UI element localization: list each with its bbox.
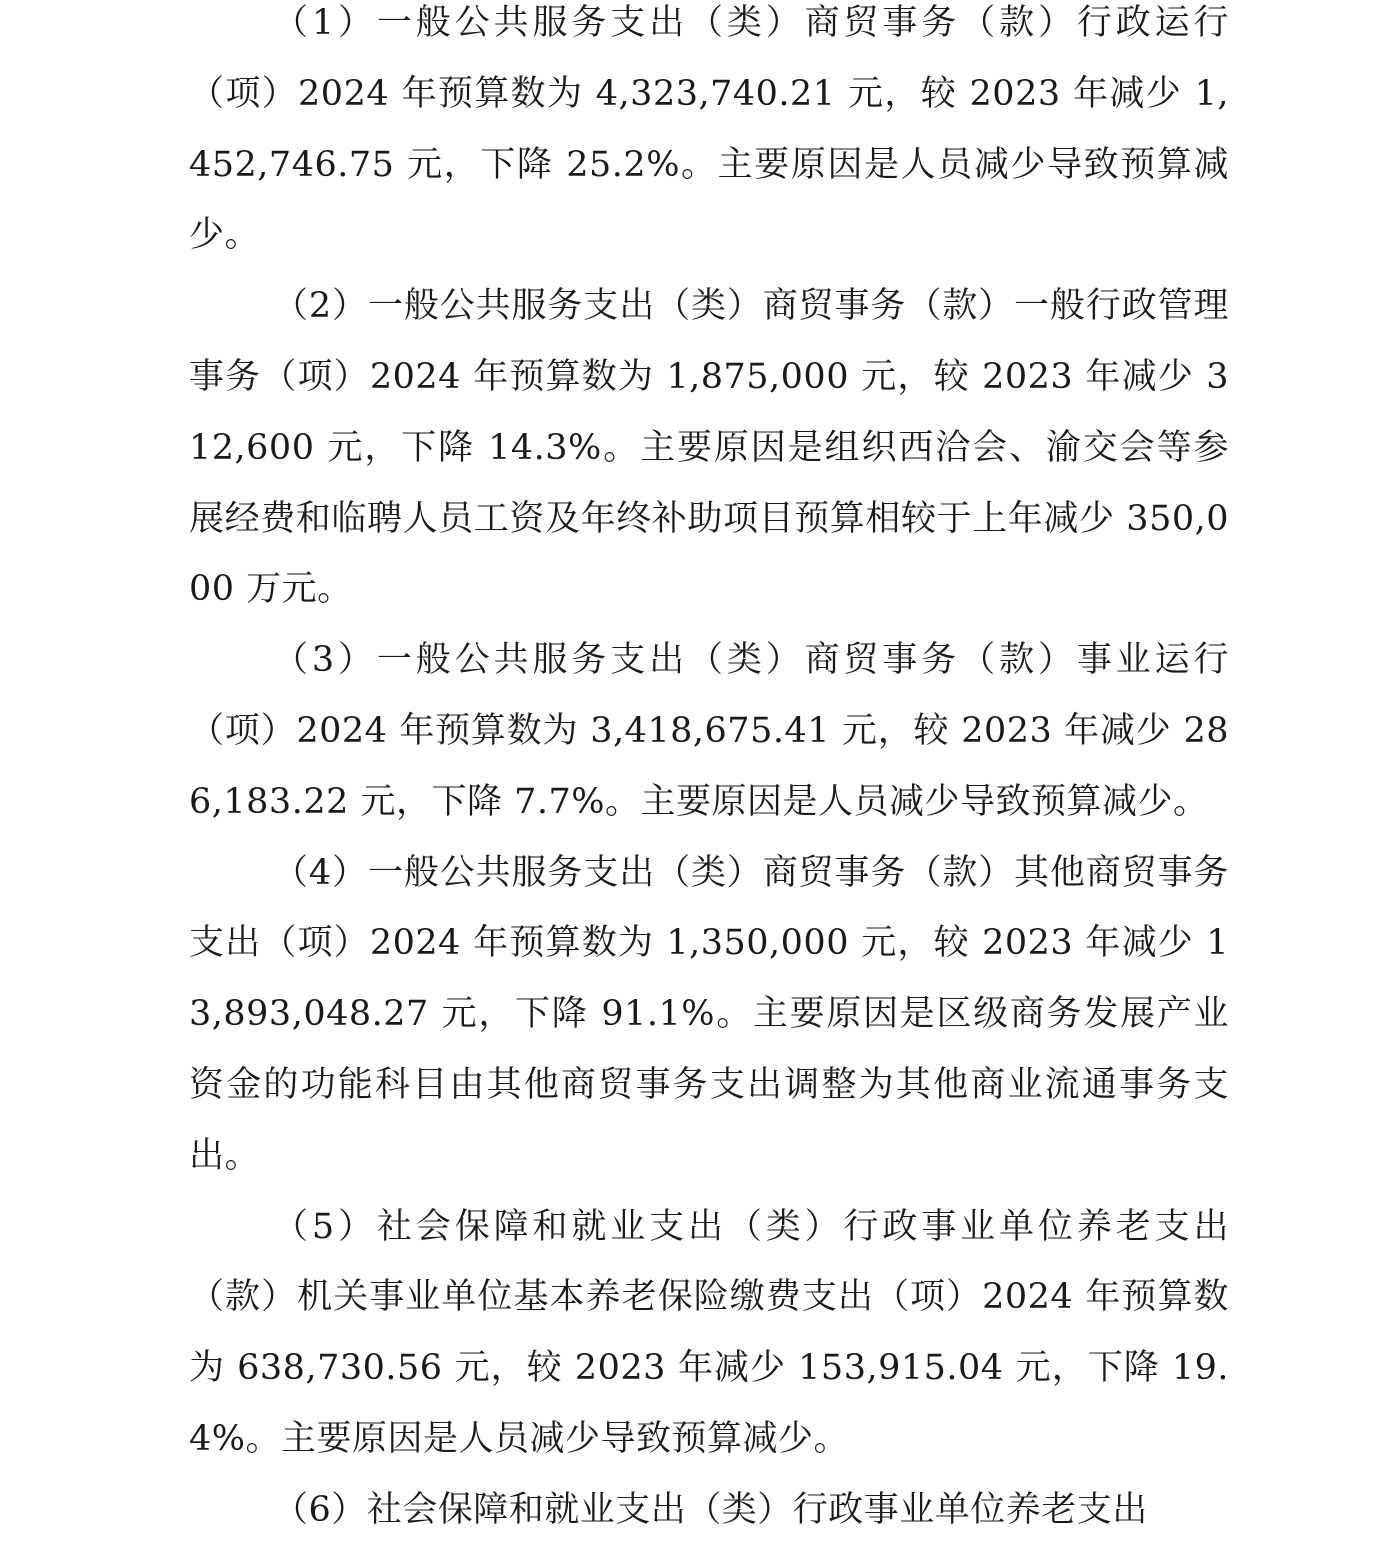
paragraph-2: （2）一般公共服务支出（类）商贸事务（款）一般行政管理事务（项）2024 年预算数为 1,875,000 元，较 2023 年减少 312,600 元，下降 14.3%。主要原因是组织西洽会、渝交会等参展经费和临聘人员工资及年终补助项目预算相较于上年减少 350,000 万元。 xyxy=(189,286,1229,610)
paragraph-1: （1）一般公共服务支出（类）商贸事务（款）行政运行（项）2024 年预算数为 4,323,740.21 元，较 2023 年减少 1,452,746.75 元，下降 25.2%。主要原因是人员减少导致预算减少。 xyxy=(189,3,1229,256)
paragraph-5: （5）社会保障和就业支出（类）行政事业单位养老支出（款）机关事业单位基本养老保险缴费支出（项）2024 年预算数为 638,730.56 元，较 2023 年减少 153,915.04 元，下降 19.4%。主要原因是人员减少导致预算减少。 xyxy=(189,1206,1229,1459)
paragraph-4: （4）一般公共服务支出（类）商贸事务（款）其他商贸事务支出（项）2024 年预算数为 1,350,000 元，较 2023 年减少 13,893,048.27 元，下降 91.1%。主要原因是区级商务发展产业资金的功能科目由其他商贸事务支出调整为其他商业流通事务支出。 xyxy=(189,852,1229,1176)
paragraph-6: （6）社会保障和就业支出（类）行政事业单位养老支出 xyxy=(273,1489,1148,1530)
document-body xyxy=(189,0,1229,1546)
paragraph-3: （3）一般公共服务支出（类）商贸事务（款）事业运行（项）2024 年预算数为 3,418,675.41 元，较 2023 年减少 286,183.22 元，下降 7.7%。主要原因是人员减少导致预算减少。 xyxy=(189,640,1229,822)
